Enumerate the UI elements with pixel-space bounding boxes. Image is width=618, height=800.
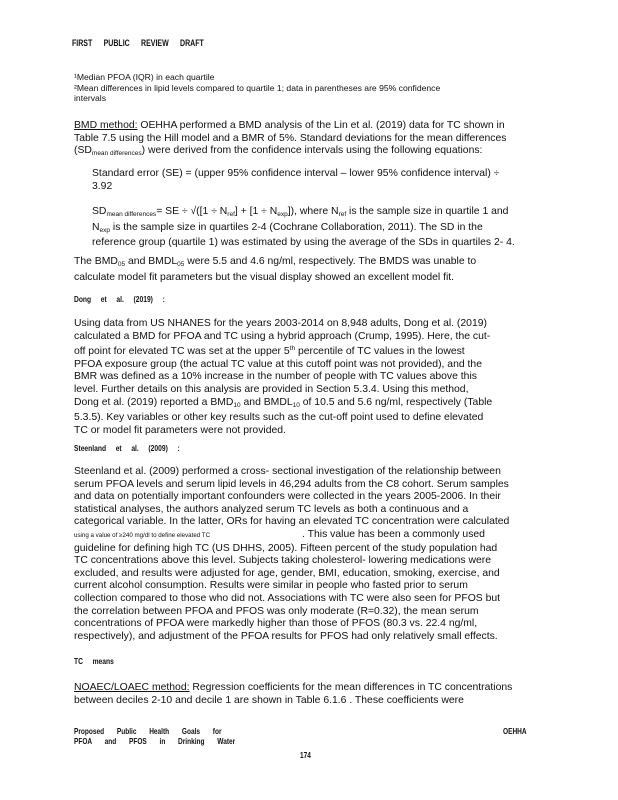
dong-sub-2: 10 <box>292 401 300 409</box>
dong-line-2: calculated a BMD for PFOA and TC using a hybrid approach (Crump, 1995). Here, the cut- <box>74 330 491 342</box>
bmd-result-a-sub: 05 <box>117 261 126 268</box>
dong-paragraph <box>74 318 534 437</box>
equation-1-line-1: Standard error (SE) = (upper 95% confidence interval – lower 95% confidence interval) ÷ <box>92 168 500 179</box>
bmd-result-b: and BMDL <box>125 256 178 267</box>
steenland-line-8: TC concentrations above this level. Subjects taking cholesterol- lowering medications were <box>74 555 491 567</box>
eq2-b-sub: ref <box>227 211 235 218</box>
draft-header: FIRST PUBLIC REVIEW DRAFT <box>72 38 204 48</box>
dong-line-7c: of 10.5 and 5.6 ng/ml, respectively (Table <box>299 396 493 408</box>
bmd-method-sub: mean differences <box>91 150 142 158</box>
bmd-method-line-3a: (SD <box>74 145 92 157</box>
eq2-d: ]), where N <box>287 206 339 217</box>
steenland-line-5: categorical variable. In the latter, ORs for having an elevated TC concentration were calculated <box>74 516 510 528</box>
equation-1-line-2: 3.92 <box>92 180 113 192</box>
steenland-line-14: respectively), and adjustment of the PFOA results for PFOS had only relatively small effects. <box>74 630 498 642</box>
steenland-line-3: and data on potentially important confounders were collected in the years 2005-2006. In their <box>74 491 501 503</box>
dong-line-6: level. Further details on this analysis are provided in Section 5.3.4. Using this method, <box>74 383 469 395</box>
bmd-method-paragraph <box>74 120 534 161</box>
bmd-result-b-sub: 05 <box>177 261 185 268</box>
eq2-l2a: N <box>92 221 100 233</box>
footer-right: OEHHA <box>503 726 527 736</box>
eq2-c: ] + [1 ÷ N <box>234 206 278 217</box>
steenland-line-4: statistical analyses, the authors analyzed serum TC levels as both a continuous and a <box>74 503 469 515</box>
dong-line-3b: percentile of TC values in the lowest <box>295 346 465 358</box>
steenland-line-1: Steenland et al. (2009) performed a cross- sectional investigation of the relationship between <box>74 466 501 477</box>
eq2-a: SD <box>92 206 107 217</box>
steenland-line-10: current alcohol consumption. Results were similar in people who fasted prior to serum <box>74 580 468 592</box>
steenland-line-7: guideline for defining high TC (US DHHS, 2005). Fifteen percent of the study population had <box>74 542 498 554</box>
steenland-line-13: concentrations of PFOA were markedly higher than those of PFOS (80.3 vs. 22.4 ng/ml, <box>74 618 478 630</box>
footer-left <box>74 726 235 746</box>
steenland-heading: Steenland et al. (2009) : <box>74 443 180 453</box>
dong-sup: th <box>289 345 296 353</box>
equation-standard-error <box>92 168 532 193</box>
dong-heading: Dong et al. (2019) : <box>74 294 165 304</box>
footnote-2-line-2: intervals <box>74 93 106 104</box>
steenland-line-12: the correlation between PFOA and PFOS was only moderate (R=0.32), the mean serum <box>74 605 479 617</box>
dong-line-7a: Dong et al. (2019) reported a BMD <box>74 396 234 408</box>
eq2-b: = SE ÷ √([1 ÷ N <box>156 206 228 217</box>
steenland-paragraph <box>74 466 534 643</box>
bmd-result-a: The BMD <box>74 256 118 267</box>
bmd-result-c: were 5.5 and 4.6 ng/ml, respectively. The BMDS was unable to <box>184 256 477 267</box>
bmd-method-line-1: OEHHA performed a BMD analysis of the Lin et al. (2019) data for TC shown in <box>137 120 505 131</box>
footnotes <box>74 72 534 104</box>
noael-paragraph <box>74 682 534 707</box>
noael-line-1: Regression coefficients for the mean differences in TC concentrations <box>189 682 513 693</box>
bmd-result-line-2: calculate model fit parameters but the visual display showed an excellent model fit. <box>74 271 455 283</box>
steenland-line-2: serum PFOA levels and serum lipid levels in 46,294 adults from the C8 cohort. Serum samples <box>74 478 509 490</box>
eq2-line-3: reference group (quartile 1) was estimated by using the average of the SDs in quartiles 2- 4. <box>92 237 515 249</box>
steenland-line-6a: using a value of ≥240 mg/dl to define elevated TC <box>74 531 211 539</box>
footer-left-line-1: Proposed Public Health Goals for <box>74 726 222 736</box>
steenland-line-6b: . This value has been a commonly used <box>302 528 485 540</box>
noael-label: NOAEC/LOAEC method: <box>74 682 190 693</box>
dong-line-7b: and BMDL <box>240 396 293 408</box>
footer-left-line-2: PFOA and PFOS in Drinking Water <box>74 736 236 746</box>
dong-line-4: PFOA exposure group (the actual TC value at this cutoff point was not provided), and the <box>74 358 482 370</box>
bmd-method-label: BMD method: <box>74 120 138 131</box>
equation-sd <box>92 206 532 250</box>
eq2-l2-sub: exp <box>99 226 110 234</box>
dong-line-1: Using data from US NHANES for the years 2003-2014 on 8,948 adults, Dong et al. (2019) <box>74 318 487 329</box>
dong-line-8: 5.3.5). Key variables or other key results such as the cut-off point used to define elevated <box>74 412 484 424</box>
footnote-1: ¹Median PFOA (IQR) in each quartile <box>74 72 215 82</box>
eq2-c-sub: exp <box>277 211 288 218</box>
dong-line-9: TC or model fit parameters were not provided. <box>74 424 286 436</box>
steenland-line-11: collection compared to those who did not. Associations with TC were also seen for PFOS but <box>74 592 501 604</box>
bmd-method-line-3b: ) were derived from the confidence intervals using the following equations: <box>141 145 483 157</box>
dong-line-3a: off point for elevated TC was set at the upper 5 <box>74 346 290 358</box>
steenland-line-9: excluded, and results were adjusted for age, gender, BMI, education, smoking, exercise, and <box>74 567 500 579</box>
dong-line-5: BMR was defined as a 10% increase in the number of people with TC values above this <box>74 371 477 383</box>
bmd-result-paragraph <box>74 256 534 284</box>
dong-sub-1: 10 <box>233 401 241 409</box>
noael-line-2: between deciles 2-10 and decile 1 are shown in Table 6.1.6 . These coefficients were <box>74 694 464 706</box>
eq2-e: is the sample size in quartile 1 and <box>346 206 509 217</box>
bmd-method-line-2: Table 7.5 using the Hill model and a BMR of 5%. Standard deviations for the mean differences <box>74 132 507 144</box>
eq2-l2b: is the sample size in quartiles 2-4 (Cochrane Collaboration, 2011). The SD in the <box>110 221 483 233</box>
eq2-d-sub: ref <box>338 211 347 218</box>
tc-means-heading: TC means <box>74 656 114 666</box>
eq2-a-sub: mean differences <box>106 211 157 218</box>
page-number: 174 <box>300 750 311 760</box>
footnote-2-line-1: ²Mean differences in lipid levels compared to quartile 1; data in parentheses are 95% confidence <box>74 82 441 93</box>
